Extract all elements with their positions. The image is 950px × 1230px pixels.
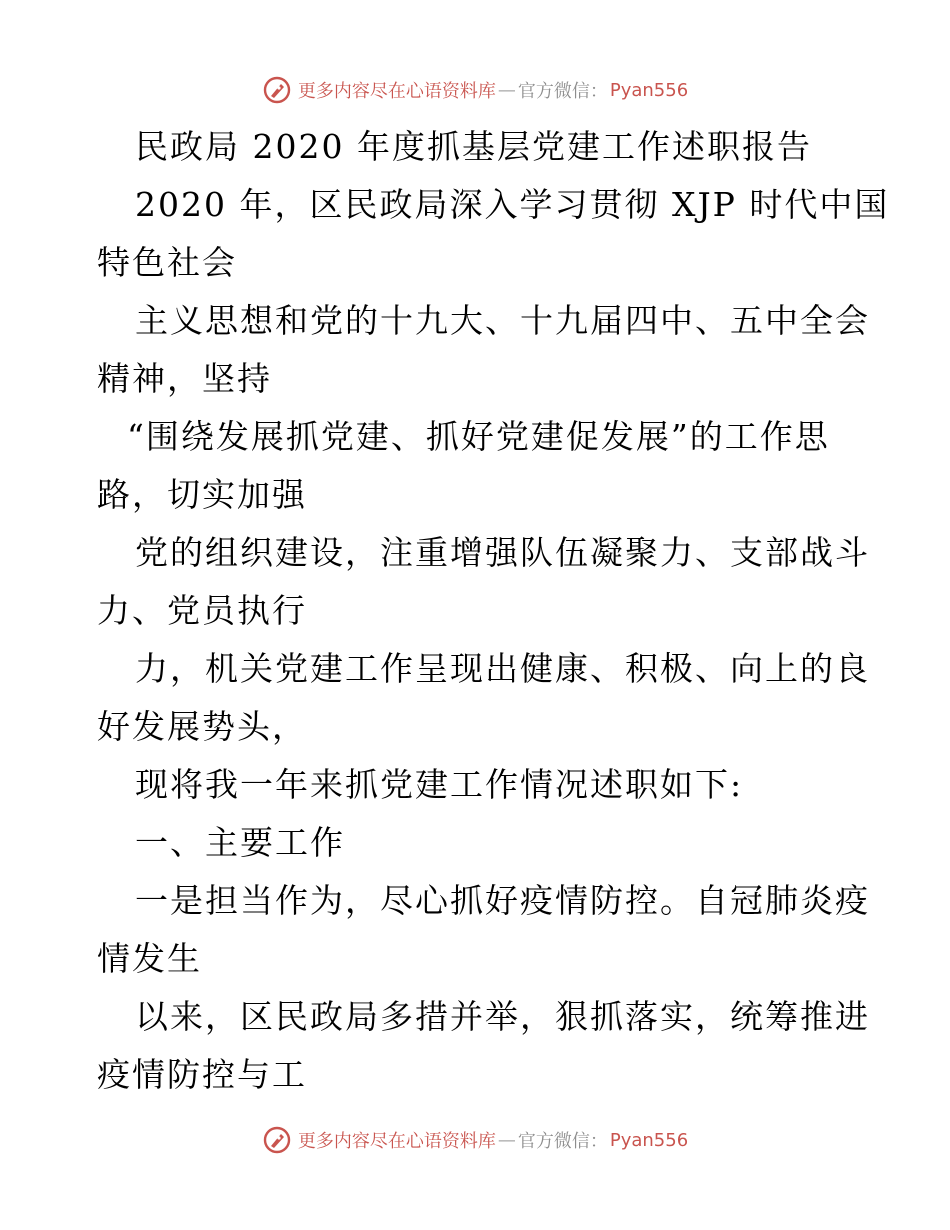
paragraph-line: 主义思想和党的十九大、十九届四中、五中全会 [135,301,870,340]
pen-nib-circle-icon [262,1125,292,1155]
pen-nib-circle-icon [262,75,292,105]
paragraph-line: 路，切实加强 [97,475,307,514]
document-body [97,118,890,1104]
watermark-official-label: 官方微信： [517,1131,608,1152]
paragraph-line: “围绕发展抓党建、抓好党建促发展”的工作思 [127,417,830,456]
paragraph-line: 以来，区民政局多措并举，狠抓落实，统筹推进 [135,997,870,1036]
watermark-wechat-id: Pyan556 [609,1129,689,1151]
paragraph-line: 好发展势头， [97,707,307,746]
footer-watermark [0,1120,950,1160]
paragraph-line: 疫情防控与工 [97,1055,307,1094]
watermark-wechat-id: Pyan556 [609,79,689,101]
watermark-main-text: 更多内容尽在心语资料库 [297,1131,496,1152]
watermark-separator: — [497,79,516,101]
paragraph-line: 力，机关党建工作呈现出健康、积极、向上的良 [135,649,870,688]
paragraph-line: 现将我一年来抓党建工作情况述职如下: [135,765,744,804]
paragraph-line: 党的组织建设，注重增强队伍凝聚力、支部战斗 [135,533,870,572]
paragraph-line: 2020 年，区民政局深入学习贯彻 XJP 时代中国 [135,185,890,224]
section-heading: 一、主要工作 [135,823,345,862]
watermark-official-label: 官方微信： [517,81,608,102]
document-title: 民政局 2020 年度抓基层党建工作述职报告 [135,127,812,166]
paragraph-line: 情发生 [97,939,202,978]
paragraph-line: 一是担当作为，尽心抓好疫情防控。自冠肺炎疫 [135,881,870,920]
paragraph-line: 精神，坚持 [97,359,272,398]
header-watermark [0,70,950,110]
watermark-main-text: 更多内容尽在心语资料库 [297,81,496,102]
paragraph-line: 力、党员执行 [97,591,307,630]
paragraph-line: 特色社会 [97,243,237,282]
watermark-separator: — [497,1129,516,1151]
